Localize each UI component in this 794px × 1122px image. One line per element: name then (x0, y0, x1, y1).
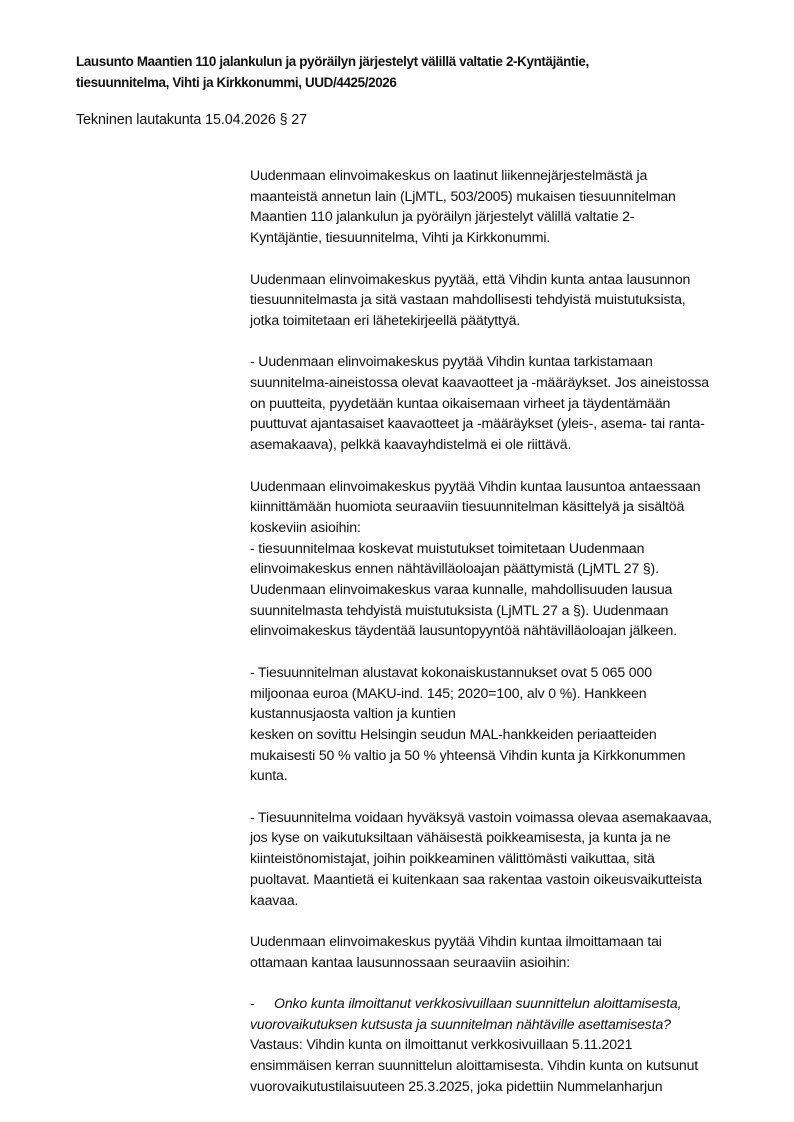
answer-line: vuorovaikutustilaisuuteen 25.3.2025, joka pidettiin Nummelanharjun (250, 1077, 663, 1094)
text-line: - Tiesuunnitelma voidaan hyväksyä vastoin voimassa olevaa asemakaavaa, (250, 808, 712, 825)
text-line: Uudenmaan elinvoimakeskus pyytää Vihdin kuntaa lausuntoa antaessaan (250, 477, 701, 494)
text-line: Maantien 110 jalankulun ja pyöräilyn järjestelyt välillä valtatie 2- (250, 208, 635, 225)
text-line: elinvoimakeskus ennen nähtävilläoloajan päättymistä (LjMTL 27 §). (250, 560, 659, 577)
text-line: - Tiesuunnitelman alustavat kokonaiskustannukset ovat 5 065 000 (250, 663, 652, 680)
document-body (250, 165, 742, 1097)
question-line (250, 993, 742, 1014)
text-line: kaavaa. (250, 891, 299, 908)
question-text: Onko kunta ilmoittanut verkkosivuillaan suunnittelun aloittamisesta, (274, 995, 682, 1012)
paragraph-request (250, 269, 742, 331)
document-title (76, 51, 736, 93)
question-block (250, 993, 742, 1097)
text-line: mukaisesti 50 % valtio ja 50 % yhteensä Vihdin kunta ja Kirkkonummen (250, 746, 686, 763)
text-line: puoltavat. Maantietä ei kuitenkaan saa rakentaa vastoin oikeusvaikutteista (250, 870, 702, 887)
text-line: kiinnittämään huomiota seuraaviin tiesuunnitelman käsittelyä ja sisältöä (250, 498, 685, 515)
paragraph-notify-request (250, 931, 742, 972)
paragraph-intro (250, 165, 742, 248)
text-line: asemakaava), pelkkä kaavayhdistelmä ei ole riittävä. (250, 436, 572, 453)
text-line: Uudenmaan elinvoimakeskus on laatinut liikennejärjestelmästä ja (250, 167, 648, 183)
paragraph-deviation (250, 807, 742, 911)
text-line: - Uudenmaan elinvoimakeskus pyytää Vihdin kuntaa tarkistamaan (250, 353, 653, 370)
list-dash: - (250, 995, 255, 1012)
text-line: on puutteita, pyydetään kuntaa oikaisemaan virheet ja täydentämään (250, 394, 671, 411)
text-line: miljoonaa euroa (MAKU-ind. 145; 2020=100, alv 0 %). Hankkeen (250, 684, 647, 701)
text-line: elinvoimakeskus täydentää lausuntopyyntöä nähtävilläoloajan jälkeen. (250, 622, 677, 639)
title-line: tiesuunnitelma, Vihti ja Kirkkonummi, UUD/4425/2026 (76, 75, 397, 90)
text-line: kiinteistönomistajat, joihin poikkeaminen välittömästi vaikuttaa, sitä (250, 850, 655, 867)
paragraph-attention-items (250, 476, 742, 642)
text-line: jos kyse on vaikutuksiltaan vähäisestä poikkeamisesta, ja kunta ja ne (250, 829, 671, 846)
text-line: ottamaan kantaa lausunnossaan seuraaviin asioihin: (250, 953, 571, 970)
text-line: Uudenmaan elinvoimakeskus varaa kunnalle, mahdollisuuden lausua (250, 581, 673, 598)
answer-line: ensimmäisen kerran suunnittelun aloittamisesta. Vihdin kunta on kutsunut (250, 1057, 699, 1074)
text-line: kesken on sovittu Helsingin seudun MAL-hankkeiden periaatteiden (250, 725, 657, 742)
paragraph-costs (250, 662, 742, 786)
meeting-reference: Tekninen lautakunta 15.04.2026 § 27 (76, 112, 308, 128)
answer-line: Vastaus: Vihdin kunta on ilmoittanut verkkosivuillaan 5.11.2021 (250, 1036, 633, 1053)
paragraph-zoning-check (250, 351, 742, 455)
text-line: tiesuunnitelmasta ja sitä vastaan mahdollisesti tehdyistä muistutuksista, (250, 291, 686, 308)
text-line: jotka toimitetaan eri lähetekirjeellä päätyttyä. (250, 311, 521, 328)
text-line: - tiesuunnitelmaa koskevat muistutukset toimitetaan Uudenmaan (250, 539, 645, 556)
text-line: suunnitelmasta tehdyistä muistutuksista (LjMTL 27 a §). Uudenmaan (250, 601, 669, 618)
question-line: vuorovaikutuksen kutsusta ja suunnitelman nähtäville asettamisesta? (250, 1015, 671, 1032)
text-line: suunnitelma-aineistossa olevat kaavaotteet ja -määräykset. Jos aineistossa (250, 374, 709, 390)
text-line: maanteistä annetun lain (LjMTL, 503/2005) mukaisen tiesuunnitelman (250, 187, 676, 204)
text-line: kustannusjaosta valtion ja kuntien (250, 705, 456, 722)
text-line: Kyntäjäntie, tiesuunnitelma, Vihti ja Kirkkonummi. (250, 229, 551, 246)
text-line: Uudenmaan elinvoimakeskus pyytää Vihdin kuntaa ilmoittamaan tai (250, 932, 662, 949)
text-line: Uudenmaan elinvoimakeskus pyytää, että Vihdin kunta antaa lausunnon (250, 270, 691, 287)
text-line: kunta. (250, 767, 288, 784)
text-line: puuttuvat ajantasaiset kaavaotteet ja -määräykset (yleis-, asema- tai ranta- (250, 415, 705, 432)
text-line: koskeviin asioihin: (250, 518, 361, 535)
title-line: Lausunto Maantien 110 jalankulun ja pyöräilyn järjestelyt välillä valtatie 2-Kyntäjäntie, (76, 54, 589, 69)
